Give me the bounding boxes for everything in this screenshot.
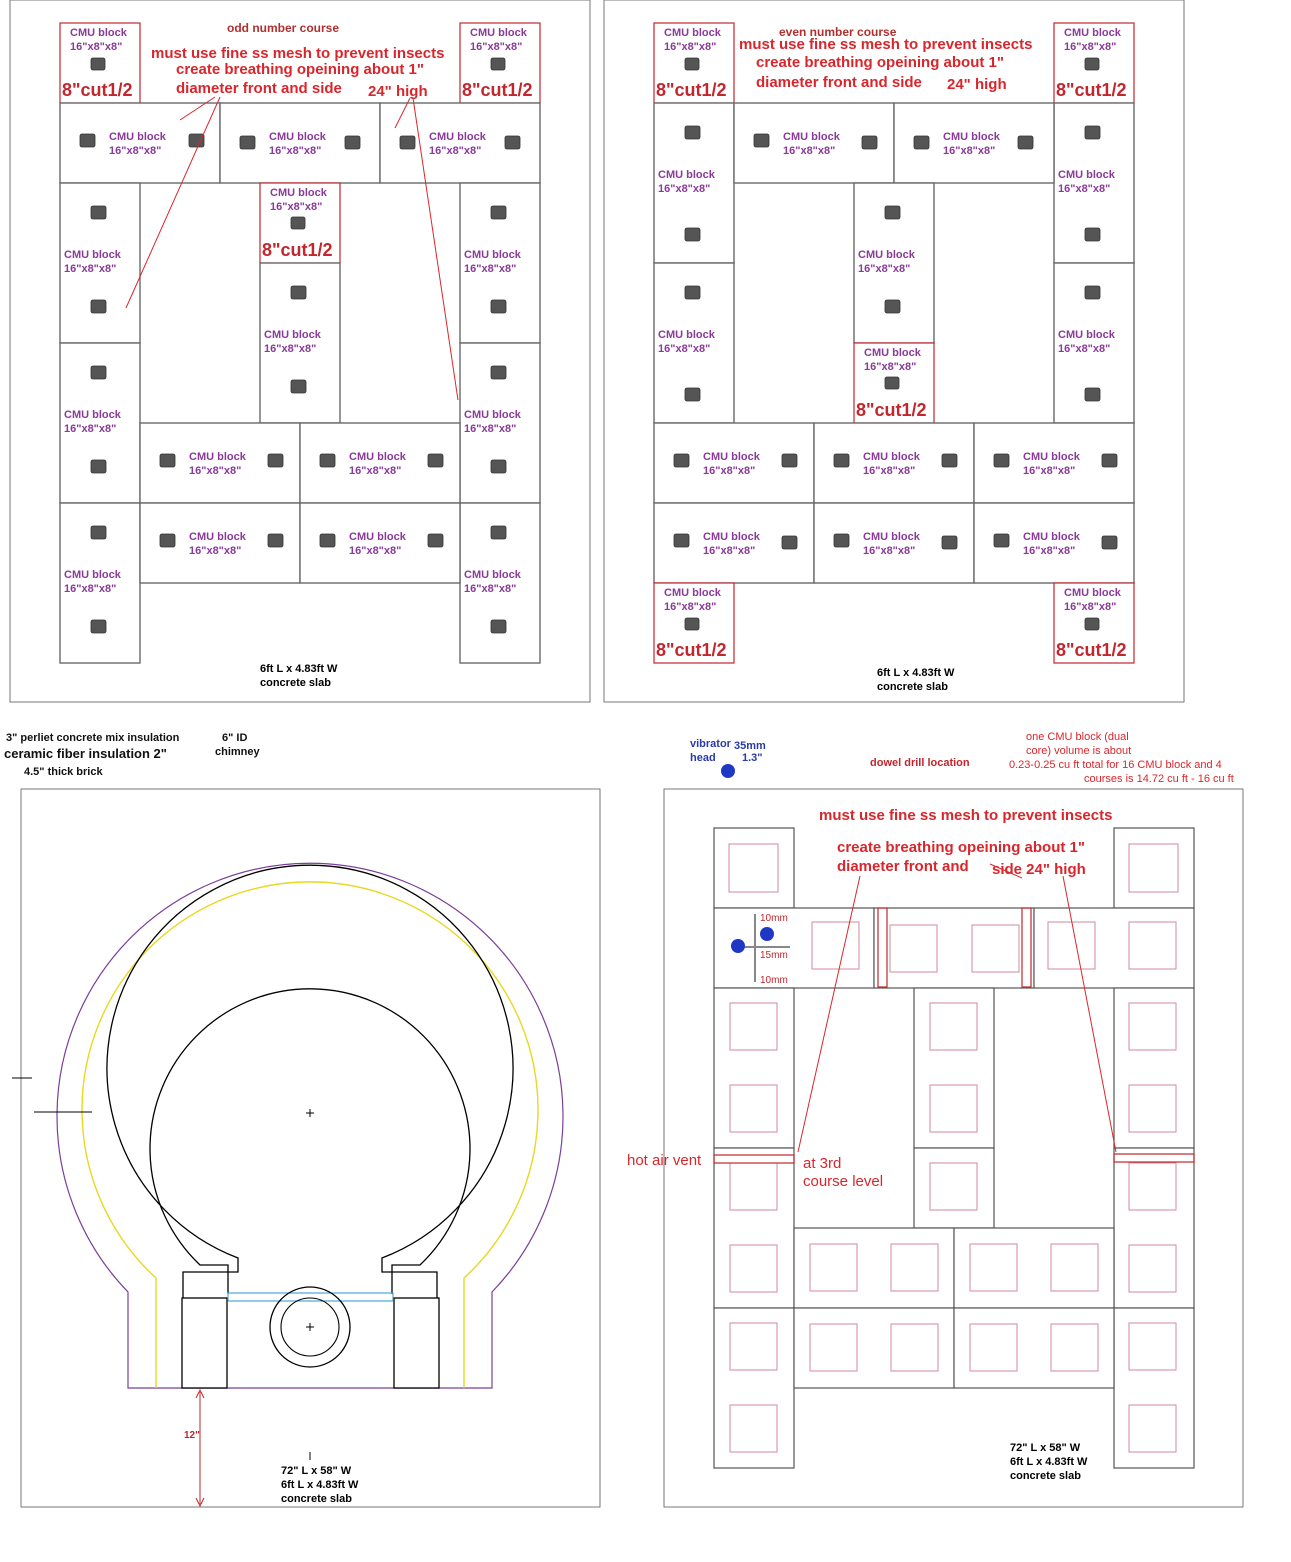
chimney-center-icon [306,1323,314,1331]
svg-text:16"x8"x8": 16"x8"x8" [464,263,517,275]
plan-note-mesh: must use fine ss mesh to prevent insects [819,807,1113,824]
cmu-block [974,423,1134,503]
cmu-block [1054,103,1134,263]
svg-text:16"x8"x8": 16"x8"x8" [269,145,322,157]
svg-text:8"cut1/2: 8"cut1/2 [656,640,727,660]
vibrator-head-icon [721,764,735,778]
cmu-half-block [654,583,734,663]
svg-text:16"x8"x8": 16"x8"x8" [264,343,317,355]
svg-text:CMU block: CMU block [664,27,721,39]
cmu-block [734,103,894,183]
hot-air-vent-label: hot air vent [627,1152,702,1169]
even-course-title: even number course [779,25,897,39]
svg-text:CMU block: CMU block [1023,531,1080,543]
perlite-insulation-ring [57,863,563,1388]
svg-text:8"cut1/2: 8"cut1/2 [262,240,333,260]
svg-text:CMU block: CMU block [863,451,920,463]
svg-text:16"x8"x8": 16"x8"x8" [70,41,123,53]
svg-text:CMU block: CMU block [109,131,166,143]
svg-text:16"x8"x8": 16"x8"x8" [64,423,117,435]
svg-text:16"x8"x8": 16"x8"x8" [1023,545,1076,557]
cmu-half-block [60,23,140,103]
cmu-block [854,183,934,343]
svg-text:8"cut1/2: 8"cut1/2 [62,80,133,100]
svg-text:CMU block: CMU block [349,451,406,463]
dimension-12in [196,1390,204,1506]
svg-text:CMU block: CMU block [470,27,527,39]
svg-text:16"x8"x8": 16"x8"x8" [429,145,482,157]
panel-vent-plan [627,731,1243,1507]
svg-text:CMU block: CMU block [863,531,920,543]
svg-text:16"x8"x8": 16"x8"x8" [470,41,523,53]
cmu-block [654,263,734,423]
cmu-half-block [1054,23,1134,103]
cmu-block [460,343,540,503]
panel-odd-course [10,0,590,702]
svg-text:CMU block: CMU block [64,569,121,581]
even-note-height: 24" high [947,76,1007,93]
cmu-block [60,343,140,503]
svg-text:16"x8"x8": 16"x8"x8" [658,183,711,195]
svg-text:CMU block: CMU block [64,249,121,261]
svg-text:16"x8"x8": 16"x8"x8" [109,145,162,157]
plan-slab-size-ft: 6ft L x 4.83ft W [1010,1456,1088,1468]
svg-text:CMU block: CMU block [1058,169,1115,181]
cmu-half-block [854,343,934,423]
odd-note-mesh: must use fine ss mesh to prevent insects [151,45,445,62]
even-note-breathing: create breathing opeining about 1" [756,54,1004,71]
svg-text:CMU block: CMU block [1023,451,1080,463]
svg-text:16"x8"x8": 16"x8"x8" [703,465,756,477]
svg-text:CMU block: CMU block [464,569,521,581]
cmu-block [260,263,340,423]
svg-text:8"cut1/2: 8"cut1/2 [462,80,533,100]
cmu-block [654,423,814,503]
svg-text:16"x8"x8": 16"x8"x8" [64,263,117,275]
plan-note-height: side 24" high [992,861,1086,878]
panel-kiln-section [4,732,600,1507]
odd-slab-material: concrete slab [260,677,331,689]
cmu-block [654,503,814,583]
svg-text:CMU block: CMU block [269,131,326,143]
legend-chimney: chimney [215,746,260,758]
svg-text:CMU block: CMU block [664,587,721,599]
svg-text:CMU block: CMU block [264,329,321,341]
panel-even-course [604,0,1184,702]
plan-note-diameter: diameter front and [837,858,969,875]
svg-text:CMU block: CMU block [783,131,840,143]
cmu-block [380,103,540,183]
svg-text:CMU block: CMU block [64,409,121,421]
dowel-drill-label: dowel drill location [870,757,970,769]
svg-text:8"cut1/2: 8"cut1/2 [856,400,927,420]
cmu-block [60,503,140,663]
svg-text:16"x8"x8": 16"x8"x8" [64,583,117,595]
svg-text:16"x8"x8": 16"x8"x8" [349,465,402,477]
svg-text:CMU block: CMU block [464,409,521,421]
odd-slab-size: 6ft L x 4.83ft W [260,663,338,675]
svg-text:16"x8"x8": 16"x8"x8" [1058,343,1111,355]
svg-text:16"x8"x8": 16"x8"x8" [943,145,996,157]
cmu-half-block [260,183,340,263]
svg-text:CMU block: CMU block [658,329,715,341]
cmu-block [300,423,460,503]
svg-text:16"x8"x8": 16"x8"x8" [270,201,323,213]
dimension-12in-label: 12" [184,1430,200,1441]
even-note-mesh: must use fine ss mesh to prevent insects [739,36,1033,53]
vibrator-head-label: head [690,752,716,764]
cmu-block [60,183,140,343]
even-slab-size: 6ft L x 4.83ft W [877,667,955,679]
kiln-slab-size-ft: 6ft L x 4.83ft W [281,1479,359,1491]
svg-text:CMU block: CMU block [943,131,1000,143]
volume-note-3: 0.23-0.25 cu ft total for 16 CMU block and 4 [1009,759,1222,771]
chimney-lintel [228,1293,393,1301]
even-slab-material: concrete slab [877,681,948,693]
cmu-block [300,503,460,583]
door-pillar-left [182,1298,227,1388]
cmu-block [60,103,220,183]
svg-text:CMU block: CMU block [658,169,715,181]
svg-text:CMU block: CMU block [1064,27,1121,39]
volume-note-4: courses is 14.72 cu ft - 16 cu ft [1084,773,1234,785]
cmu-block [460,183,540,343]
svg-text:16"x8"x8": 16"x8"x8" [189,465,242,477]
svg-text:CMU block: CMU block [703,531,760,543]
svg-text:CMU block: CMU block [464,249,521,261]
svg-text:CMU block: CMU block [189,531,246,543]
door-pillar-right [394,1298,439,1388]
legend-ceramic: ceramic fiber insulation 2" [4,746,167,761]
svg-text:16"x8"x8": 16"x8"x8" [703,545,756,557]
svg-text:16"x8"x8": 16"x8"x8" [1064,601,1117,613]
brick-inner-wall [150,989,470,1294]
volume-note-2: core) volume is about [1026,745,1132,757]
svg-text:CMU block: CMU block [349,531,406,543]
kiln-slab-size: 72" L x 58" W [281,1465,352,1477]
plan-slab-material: concrete slab [1010,1470,1081,1482]
svg-text:16"x8"x8": 16"x8"x8" [1058,183,1111,195]
dowel-spacing-top: 10mm [760,913,788,924]
cmu-block [140,423,300,503]
svg-text:CMU block: CMU block [429,131,486,143]
legend-perlite: 3" perliet concrete mix insulation [6,732,180,744]
even-note-diameter: diameter front and side [756,74,922,91]
svg-text:8"cut1/2: 8"cut1/2 [1056,80,1127,100]
center-mark-icon [306,1109,314,1117]
svg-text:16"x8"x8": 16"x8"x8" [783,145,836,157]
svg-text:16"x8"x8": 16"x8"x8" [863,545,916,557]
vibrator-size-in: 1.3" [742,752,763,764]
course-level-label-2: course level [803,1173,884,1190]
plan-note-breathing: create breathing opeining about 1" [837,839,1085,856]
volume-note-1: one CMU block (dual [1026,731,1129,743]
svg-text:16"x8"x8": 16"x8"x8" [1023,465,1076,477]
odd-note-height: 24" high [368,83,428,100]
cmu-block [974,503,1134,583]
plan-blocks [714,828,1194,1468]
dowel-spacing-mid: 15mm [760,950,788,961]
svg-text:CMU block: CMU block [270,187,327,199]
course-level-label-1: at 3rd [803,1155,842,1172]
cmu-half-block [460,23,540,103]
svg-text:8"cut1/2: 8"cut1/2 [1056,640,1127,660]
dowel-spacing-bottom: 10mm [760,975,788,986]
brick-outer-wall [107,865,513,1298]
odd-course-title: odd number course [227,21,340,35]
svg-text:16"x8"x8": 16"x8"x8" [189,545,242,557]
svg-text:CMU block: CMU block [864,347,921,359]
cmu-block [140,503,300,583]
svg-text:16"x8"x8": 16"x8"x8" [863,465,916,477]
svg-text:CMU block: CMU block [189,451,246,463]
svg-text:CMU block: CMU block [858,249,915,261]
vibrator-size-mm: 35mm [734,740,766,752]
kiln-section-frame [21,789,600,1507]
svg-text:16"x8"x8": 16"x8"x8" [858,263,911,275]
cmu-block [654,103,734,263]
kiln-slab-material: concrete slab [281,1493,352,1505]
plan-slab-size: 72" L x 58" W [1010,1442,1081,1454]
cmu-block [1054,263,1134,423]
svg-text:CMU block: CMU block [703,451,760,463]
svg-text:16"x8"x8": 16"x8"x8" [464,423,517,435]
odd-note-breathing: create breathing opeining about 1" [176,61,424,78]
svg-text:8"cut1/2: 8"cut1/2 [656,80,727,100]
legend-chimney-size: 6" ID [222,732,248,744]
svg-text:16"x8"x8": 16"x8"x8" [349,545,402,557]
svg-text:16"x8"x8": 16"x8"x8" [664,601,717,613]
cmu-half-block [654,23,734,103]
svg-text:CMU block: CMU block [1058,329,1115,341]
vibrator-label: vibrator [690,738,731,750]
legend-brick: 4.5" thick brick [24,766,103,778]
cmu-block [814,503,974,583]
svg-text:16"x8"x8": 16"x8"x8" [464,583,517,595]
svg-text:CMU block: CMU block [70,27,127,39]
cmu-block [460,503,540,663]
cmu-block [894,103,1054,183]
odd-note-diameter: diameter front and side [176,80,342,97]
cmu-block [220,103,380,183]
svg-text:16"x8"x8": 16"x8"x8" [1064,41,1117,53]
svg-text:16"x8"x8": 16"x8"x8" [664,41,717,53]
svg-text:16"x8"x8": 16"x8"x8" [658,343,711,355]
svg-text:16"x8"x8": 16"x8"x8" [864,361,917,373]
cmu-block [814,423,974,503]
cmu-half-block [1054,583,1134,663]
svg-text:CMU block: CMU block [1064,587,1121,599]
